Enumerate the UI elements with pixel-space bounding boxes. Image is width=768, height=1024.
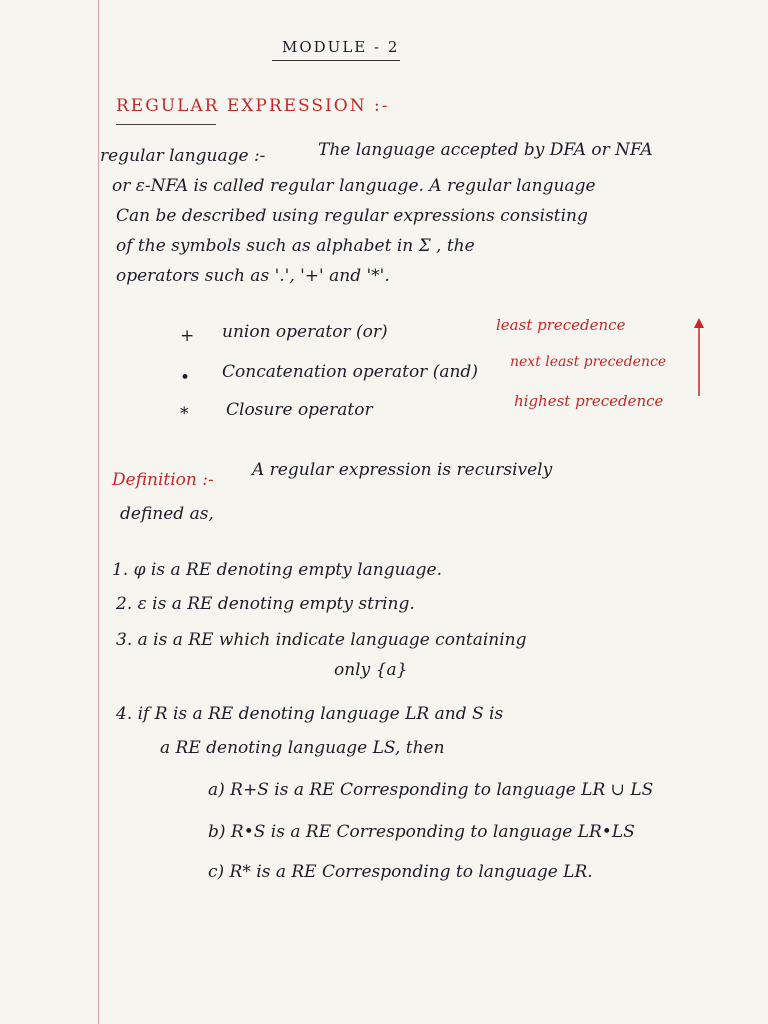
subrule-item: a) R+S is a RE Corresponding to language LR ∪ LS [208, 780, 654, 800]
subrule-item: b) R•S is a RE Corresponding to language LR•LS [208, 822, 635, 842]
subrule-item: c) R* is a RE Corresponding to language LR. [208, 862, 593, 882]
rule-item: 3. a is a RE which indicate language containing [116, 630, 527, 650]
rule-item: 4. if R is a RE denoting language LR and S is [116, 704, 504, 724]
operator-name: Closure operator [226, 400, 373, 420]
section-heading: REGULAR EXPRESSION :- [116, 96, 390, 116]
intro-line: operators such as '.', '+' and '*'. [116, 266, 390, 286]
operator-name: Concatenation operator (and) [222, 362, 478, 382]
intro-line: of the symbols such as alphabet in Σ , the [116, 236, 475, 256]
rule-item: 1. φ is a RE denoting empty language. [112, 560, 443, 580]
rule-item: only {a} [334, 660, 408, 680]
definition-line: A regular expression is recursively [252, 460, 553, 480]
heading-underline [116, 124, 216, 125]
operator-precedence: highest precedence [514, 392, 664, 410]
precedence-arrow-icon [694, 318, 704, 398]
operator-symbol: + [180, 326, 195, 346]
rule-item: a RE denoting language LS, then [160, 738, 445, 758]
intro-line: or ε-NFA is called regular language. A regular language [112, 176, 596, 196]
intro-label: regular language :- [100, 146, 266, 166]
rule-item: 2. ε is a RE denoting empty string. [116, 594, 415, 614]
intro-line: Can be described using regular expressions consisting [116, 206, 588, 226]
definition-label: Definition :- [112, 470, 214, 490]
operator-symbol: • [180, 368, 191, 388]
operator-name: union operator (or) [222, 322, 388, 342]
operator-precedence: next least precedence [510, 354, 667, 370]
intro-line: The language accepted by DFA or NFA [318, 140, 653, 160]
operator-precedence: least precedence [496, 316, 626, 334]
module-title: MODULE - 2 [282, 38, 400, 56]
margin-line [98, 0, 99, 1024]
definition-line: defined as, [120, 504, 214, 524]
operator-symbol: * [180, 404, 189, 424]
title-underline [272, 60, 400, 61]
